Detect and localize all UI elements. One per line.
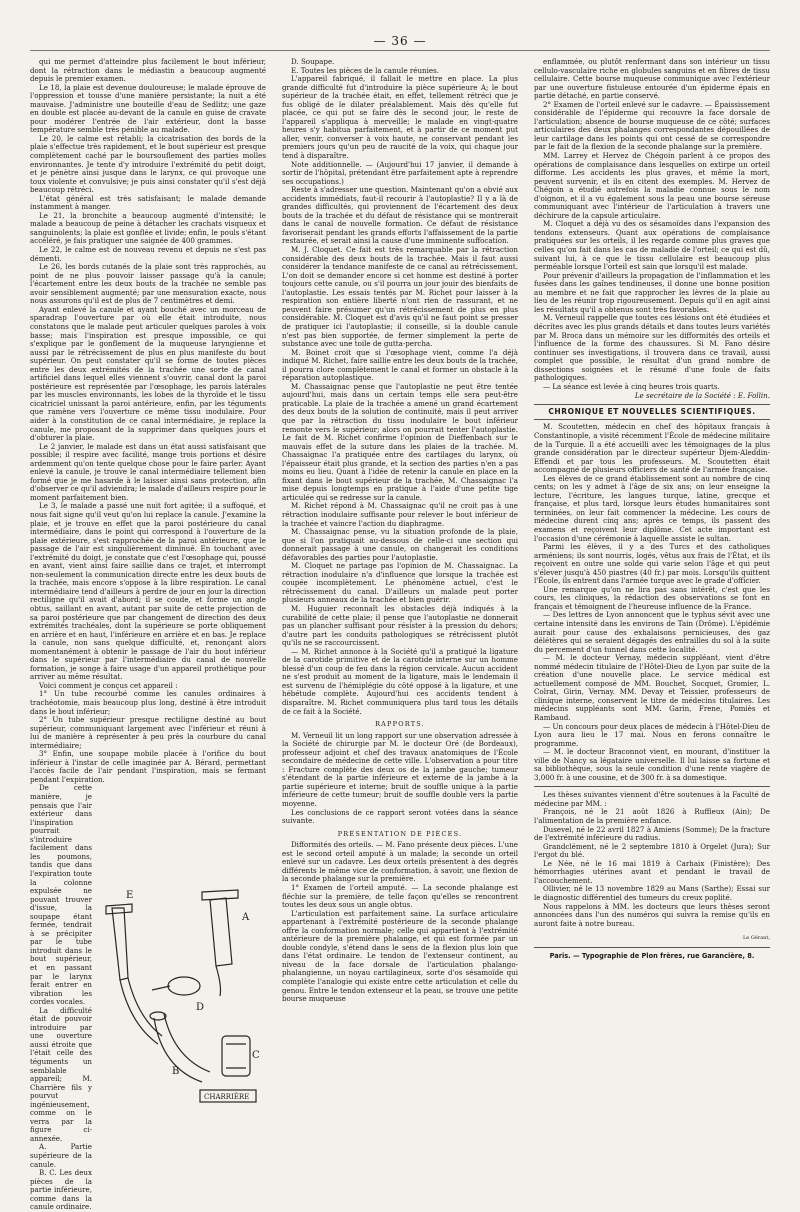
paragraph: Les élèves de ce grand établissement sont au nombre de cinq cents; on les y admet à l'âge de six ans; on leur enseigne la lecture, l'écriture, les langues turque, latine, grecque et française, et plus tard, lorsque leurs études humanitaires sont terminées, on leur fait commencer la médecine. Les cours de médecine durent cinq ans; après ce temps, ils passent des examens et reçoivent leur diplôme. Cet acte important est l'occasion d'une cérémonie à laquelle assiste le sultan. [534, 473, 770, 543]
paragraph: L'articulation est parfaitement saine. La surface articulaire appartenant à l'extrémité postérieure de la seconde phalange offre la conformation normale; celle qui appartient à l'extrémité antérieure de la première phalange, et qui est formée par un double condyle, s'étend dans le sens de la flexion plus loin que dans l'état ordinaire. Le tendon de l'extenseur continent, au niveau de la face dorsale de l'articulation phalango-phalangienne, un noyau cartilagineux, sorte d'os sésamoïde qui complète l'analogie qui existe entre cette articulation et celle du genou. Entre le tendon extenseur et la peau, se trouve une petite bourse muqueuse [282, 908, 518, 1004]
column-2 [282, 58, 518, 1004]
paragraph: Le 26, les bords cutanés de la plaie sont très rapprochés, au point de ne plus pouvoir laisser passage qu'à la canule; l'écartement entre les deux bouts de la trachée ne semble pas avoir sensiblement augmenté; par une mensuration exacte, nous nous assurons qu'il est de plus de 7 centimètres et demi. [30, 262, 266, 306]
figure-letter-e: E [126, 890, 134, 901]
figure-text-wrap [30, 784, 92, 1211]
paragraph: D. Soupape. [291, 57, 335, 66]
paragraph: E. Toutes les pièces de la canule réunies. [291, 65, 439, 75]
figure-letter-b: B [172, 1066, 180, 1077]
paragraph: Le 20, le calme est rétabli; la cicatrisation des bords de la plaie s'effectue très rapidement, et le bout supérieur est presque complètement caché par le boursouflement des parties molles environnantes. Je tente d'y introduire l'extrémité du petit doigt, et je pénètre ainsi jusque dans le larynx, ce qui provoque une toux violente et convulsive; je puis ainsi constater qu'il s'est déjà beaucoup rétréci. [30, 133, 266, 195]
figure-letter-a: A [242, 912, 250, 923]
divider [534, 786, 770, 787]
paragraph: Parmi les élèves, il y a des Turcs et des catholiques arméniens; ils sont nourris, logés, vêtus aux frais de l'État, et ils reçoivent en outre une solde qui varie selon l'âge et qui peut s'élever jusqu'à 450 piastres (40 fr.) par mois. Lorsqu'ils quittent l'École, ils entrent dans l'armée turque avec le grade d'officier. [534, 542, 770, 586]
paragraph: L'appareil fabriqué, il fallait le mettre en place. La plus grande difficulté fut d'introduire la pièce supérieure A; le bout supérieur de la trachée était, en effet, tellement rétréci que je fus obligé de le dilater préalablement. Mais dès qu'elle fut placée, ce qui put se faire dès le second jour, le reste de l'appareil s'appliqua à merveille; le malade en vingt-quatre heures s'y habitua parfaitement, et à partir de ce moment put aller, venir, converser à voix haute, ne conservant pendant les premiers jours qu'un peu de raucité de la voix, qui chaque jour tend à disparaître. [282, 74, 518, 161]
paragraph: 2° Un tube supérieur presque rectiligne destiné au bout supérieur, communiquant largement avec l'inférieur et réuni à lui de manière à représenter à peu près la courbure du canal intermédiaire; [30, 715, 266, 750]
paragraph: La difficulté était de pouvoir introduire par une ouverture aussi étroite que l'était celle des téguments un semblable appareil; M. Charrière fils y pourvut ingénieusement, comme on le verra par la figure ci-annexée. [30, 1005, 92, 1143]
canula-illustration [92, 868, 268, 1118]
thesis-entry: Ollivier, né le 13 novembre 1829 au Mans (Sarthe); Essai sur le diagnostic différentiel des tumeurs du creux poplité. [534, 884, 770, 902]
section-heading-chronique: CHRONIQUE ET NOUVELLES SCIENTIFIQUES. [534, 404, 770, 421]
divider [534, 947, 770, 948]
paragraph: Reste à s'adresser une question. Maintenant qu'on a obvié aux accidents immédiats, faut-il recourir à l'autoplastie? Il y a là de grandes difficultés, qui proviennent de l'écartement des deux bouts de la trachée et du défaut de résistance qui se montrerait dans le canal de nouvelle formation. Ce défaut de résistance favoriserait pendant les grands efforts l'affaissement de la partie restaurée, et serait ainsi la cause d'une imminente suffocation. [282, 185, 518, 246]
paragraph: MM. Larrey et Hervez de Chégoin parlent à ce propos des opérations de complaisance dans lesquelles on extirpe un orteil difforme. Les accidents les plus graves, et même la mort, peuvent survenir, et ils en citent des exemples. M. Hervez de Chégoin a étudié autrefois la maladie connue sous le nom d'oignon, et il a vu également sous la peau une bourse séreuse communiquant avec l'intérieur de l'articulation à travers une déchirure de la capsule articulaire. [534, 151, 770, 220]
paragraph: Une remarque qu'on ne lira pas sans intérêt, c'est que les cours, les cliniques, la rédaction des observations se font en français et témoignent de l'heureuse influence de la France. [534, 584, 770, 611]
section-heading-rapports: RAPPORTS. [375, 720, 425, 729]
paragraph: Voici comment je conçus cet appareil : [39, 680, 178, 690]
paragraph: 1° Examen de l'orteil amputé. — La seconde phalange est fléchie sur la première, de telle façon qu'elles se rencontrent toutes les deux sous un angle obtus. [282, 882, 518, 910]
paragraph: M. Boinet croit que si l'œsophage vient, comme l'a déjà indiqué M. Richet, faire saillie entre les deux bouts de la trachée, il pourra clore complètement le canal et former un obstacle à la réparation autoplastique. [282, 347, 518, 383]
paragraph: — M. le docteur Vernay, médecin suppléant, vient d'être nommé médecin titulaire de l'Hôtel-Dieu de Lyon par suite de la création d'une nouvelle place. Le service médical est actuellement composé de MM. Bouchet, Socquet, Gromier, L. Colrat, Girin, Vernay. MM. Devay et Teissier, professeurs de clinique interne, conservent le titre de médecins titulaires. Les médecins suppléants sont MM. Garin, Frene, Pomiès et Rambaud. [534, 653, 770, 723]
thesis-entry: Grandclément, né le 2 septembre 1810 à Orgelet (Jura); Sur l'ergot du blé. [534, 841, 770, 860]
paragraph: Pour prévenir d'ailleurs la propagation de l'inflammation et les fusées dans les gaînes tendineuses, il donne une bonne position au membre et ne fait que rapprocher les lèvres de la plaie au lieu de les réunir trop rigoureusement. Depuis qu'il en agit ainsi les résultats qu'il a obtenus sont très favorables. [534, 270, 770, 314]
page-number: — 36 — [373, 34, 427, 48]
paragraph: enflammée, ou plutôt renfermant dans son intérieur un tissu cellulo-vasculaire riche en globules sanguins et en fibres de tissu cellulaire. Cette bourse muqueuse communique avec l'extérieur par une ouverture fistuleuse entourée d'un épiderme épais en partie détaché, en partie conservé. [534, 57, 770, 101]
paragraph: qui me permet d'atteindre plus facilement le bout inférieur, dont la rétraction dans le médiastin a beaucoup augmenté depuis le premier examen. [30, 57, 266, 84]
paragraph: M. Cloquet ne partage pas l'opinion de M. Chassaignac. La rétraction inodulaire n'a d'influence que lorsque la trachée est coupée incomplètement. Le phénomène actuel, c'est le rétrécissement du canal. D'ailleurs un malade peut porter plusieurs anneaux de la trachée et bien guérir. [282, 561, 518, 605]
paragraph: M. Chassaignac pense, vu la situation profonde de la plaie, que si l'on pratiquait au-dessous de celle-ci une section qui donnerait passage à une canule, on changerait les conditions défavorables des parties pour l'autoplastie. [282, 527, 518, 562]
paragraph: 1° Un tube recourbé comme les canules ordinaires à trachéotomie, mais beaucoup plus long, destiné à être introduit dans le bout inférieur; [30, 689, 266, 716]
paragraph: — La séance est levée à cinq heures trois quarts. [543, 381, 720, 391]
paragraph: M. J. Cloquet. Ce fait est très remarquable par la rétraction considérable des deux bouts de la trachée. Mais il faut aussi considérer la tendance manifeste de ce canal au rétrécissement. L'on doit se demander encore si cet homme est destiné à porter toujours cette canule, ou s'il pourra un jour jouir des bienfaits de l'autoplastie. Les essais tentés par M. Richet pour laisser à la respiration son entière liberté n'ont rien de rassurant, et ne peuvent faire présumer qu'un rétrécissement de plus en plus considérable. M. Cloquet est d'avis qu'il ne faut point se presser de pratiquer ici l'autoplastie; il conseille, si la double canule n'est pas bien supportée, de fermer simplement la perte de substance avec une toile de gutta-percha. [282, 245, 518, 349]
figure-maker-mark: CHARRIÈRE [204, 1093, 250, 1101]
secretary-signature: Le secrétaire de la Société : E. Follin. [634, 391, 770, 401]
thesis-entry: Le Née, né le 16 mai 1819 à Carhaix (Finistère); Des hémorrhagies utérines avant et pendant le travail de l'accouchement. [534, 858, 770, 885]
paragraph: Le 18, la plaie est devenue douloureuse; le malade éprouve de l'oppression et tousse d'une manière persistante; la nuit a été mauvaise. J'administre une bouteille d'eau de Sedlitz; une gaze en double est placée au-devant de la canule en guise de cravate pour modérer l'entrée de l'air extérieur, dont la basse température semble très pénible au malade. [30, 82, 266, 135]
figure-letter-d: D [196, 1002, 205, 1013]
paragraph: Les conclusions de ce rapport seront votées dans la séance suivante. [282, 807, 518, 826]
paragraph: Ayant enlevé la canule et ayant bouché avec un morceau de sparadrap l'ouverture par où elle était introduite, nous constatons que le malade peut articuler quelques paroles à voix basse; mais l'inspiration est presque impossible, ce qui s'explique par le gonflement de la muqueuse laryngienne et aussi par le rétrécissement de plus en plus manifeste du bout supérieur. On peut constater qu'il se forme de toutes pièces entre les deux extrémités de la trachée une sorte de canal artificiel dans lequel elles viennent s'ouvrir, canal dont la paroi postérieure est représentée par l'œsophage, les parois latérales par les muscles environnants, les lobes de la thyroïde et le tissu cicatriciel unissant la paroi antérieure, enfin, par les téguments que ramène vers l'ouverture ce même tissu inodulaire. Pour aider à la constitution de ce canal intermédiaire, je replace la canule, me proposant de la supprimer dans quelques jours et d'obturer la plaie. [30, 304, 266, 443]
figure-legend-a: A. Partie supérieure de la canule. [30, 1142, 92, 1169]
figure-letter-c: C [252, 1050, 260, 1061]
printer-imprint: Paris. — Typographie de Plon frères, rue Garancière, 8. [549, 951, 755, 960]
paragraph: 3° Enfin, une soupape mobile placée à l'orifice du bout inférieur à l'instar de celle imaginée par A. Bérard, permettant l'accès facile de l'air pendant l'inspiration, mais se fermant pendant l'expiration. [30, 749, 266, 784]
paragraph: Le 21, la bronchite a beaucoup augmenté d'intensité; le malade a beaucoup de peine à détacher les crachats visqueux et sanguinolents; la plaie est gonflée et livide; enfin, le pouls s'étant accéléré, je fais pratiquer une saignée de 400 grammes. [30, 210, 266, 246]
paragraph: Les thèses suivantes viennent d'être soutenues à la Faculté de médecine par MM. : [534, 790, 770, 808]
section-heading-presentation: PRÉSENTATION DE PIÈCES. [337, 829, 463, 838]
paragraph: — M. le docteur Braconnot vient, en mourant, d'instituer la ville de Nancy sa légataire universelle. Il lui laisse sa fortune et sa bibliothèque, sous la seule condition d'une rente viagère de 3,000 fr. à une cousine, et de 300 fr. à sa domestique. [534, 747, 770, 782]
paragraph: Le 2 janvier, le malade est dans un état aussi satisfaisant que possible; il respire avec facilité, mange trois portions et désire ardemment qu'on tente quelque chose pour le faire parler. Ayant enlevé la canule, je trouve le canal intermédiaire tellement bien formé que je me hasarde à le laisser ainsi sans protection, afin d'observer ce qu'il adviendra; le malade d'ailleurs respire pour le moment parfaitement bien. [30, 441, 266, 502]
paragraph: Difformités des orteils. — M. Fano présente deux pièces. L'une est le second orteil amputé à un malade; la seconde un orteil enlevé sur un cadavre. Les deux orteils présentent à des degrés différents le même vice de conformation, à savoir, une flexion de la seconde phalange sur la première. [282, 840, 518, 884]
paragraph: — M. Richet annonce à la Société qu'il a pratiqué la ligature de la carotide primitive et de la carotide interne sur un homme blessé d'un coup de feu dans la région cervicale. Aucun accident ne s'est produit au moment de la ligature, mais le lendemain il est survenu de l'hémiplégie du côté opposé à la ligature, et une hébétude complète. Aujourd'hui ces accidents tendent à disparaître. M. Richet communiquera plus tard tous les détails de ce fait à la Société. [282, 646, 518, 716]
paragraph: L'état général est très satisfaisant; le malade demande instamment à manger. [30, 193, 266, 212]
thesis-entry: François, né le 21 août 1826 à Ruffieux (Ain); De l'alimentation de la première enfance. [534, 807, 770, 826]
paragraph: M. Huguier reconnaît les obstacles déjà indiqués à la curabilité de cette plaie; il pense que l'autoplastie ne donnerait pas un plancher suffisant pour résister à la pression du dehors; d'autre part les conduits pathologiques se rétrécissent plutôt qu'ils ne se raccourcissent. [282, 604, 518, 648]
top-rule [30, 50, 770, 51]
paragraph: Nous rappelons à MM. les docteurs que leurs thèses seront annoncées dans l'un des numéros qui suivra la remise qu'ils en auront faite à notre bureau. [534, 901, 770, 928]
paragraph: M. Verneuil rappelle que toutes ces lésions ont été étudiées et décrites avec les plus grands détails et dans toutes leurs variétés par M. Broca dans un mémoire sur les difformités des orteils et l'influence de la forme des chaussures. Si M. Fano désire continuer ses investigations, il trouvera dans ce travail, aussi complet que possible, le résultat d'un grand nombre de dissections soignées et le résumé d'une foule de faits pathologiques. [534, 313, 770, 383]
paragraph: M. Verneuil lit un long rapport sur une observation adressée à la Société de chirurgie par M. le docteur Oré (de Bordeaux), professeur adjoint et chef des travaux anatomiques de l'École secondaire de médecine de cette ville. L'observation a pour titre : Fracture complète des deux os de la jambe gauche; tumeur s'étendant de la partie inférieure et externe de la jambe à la partie supérieure et interne; bruit de souffle unique à la partie inférieure de cette tumeur; bruit de souffle double vers la partie moyenne. [282, 730, 518, 809]
paragraph: — Un concours pour deux places de médecin à l'Hôtel-Dieu de Lyon aura lieu le 17 mai. Nous en ferons connaître le programme. [534, 721, 770, 748]
paragraph: De cette manière, je pensais que l'air extérieur dans l'inspiration pourrait s'introduire facilement dans les poumons, tandis que dans l'expiration toute la colonne expulsée ne pouvant trouver d'issue, la soupape étant fermée, tendrait à se précipiter par le tube introduit dans le bout supérieur, et en passant par le larynx ferait entrer en vibration les cordes vocales. [30, 783, 92, 1007]
paragraph: Note additionnelle. — (Aujourd'hui 17 janvier, il demande à sortir de l'hôpital, prétendant être parfaitement apte à reprendre ses occupations.) [282, 159, 518, 186]
figure-legend-bc: B. C. Les deux pièces de la partie inférieure, comme dans la canule ordinaire. [30, 1168, 92, 1212]
paragraph: M. Chassaignac pense que l'autoplastie ne peut être tentée aujourd'hui, mais dans un certain temps elle sera peut-être praticable. La plaie de la trachée a amené un grand écartement des deux bouts de la solution de continuité, mais il peut arriver que par la rétraction du tissu inodulaire le bout inférieur remonte vers le supérieur; alors on pourrait tenter l'autoplastie. Le fait de M. Richet confirme l'opinion de Dieffenbach sur le mauvais effet de la suture dans les plaies de la trachée. M. Chassaignac l'a pratiquée entre des cartilages du larynx, où l'épaisseur était plus grande, et la section des parties n'en a pas moins eu lieu. Quant à l'idée de retenir la canule en place en la fixant dans le bout supérieur de la trachée, M. Chassaignac l'a mise depuis longtemps en pratique à l'aide d'une petite tige articulée qui se redresse sur la canule. [282, 381, 518, 502]
column-3 [534, 58, 770, 960]
paragraph: M. Cloquet a déjà vu des os sésamoïdes dans l'expansion des tendons extenseurs. Quant aux opérations de complaisance pratiquées sur les orteils, il les regarde comme plus graves que celles qu'on fait dans les cas de maladie de l'orteil; ce qui est dû, suivant lui, à ce que le tissu cellulaire est beaucoup plus perméable lorsque l'orteil est sain que lorsqu'il est malade. [534, 219, 770, 272]
paragraph: M. Scoutetten, médecin en chef des hôpitaux français à Constantinople, a visité récemment l'École de médecine militaire de la Turquie. Il a été accueilli avec les témoignages de la plus grande considération par le directeur supérieur Djem-Aleddin-Effendi et par tous les professeurs. M. Scoutetten était accompagné de plusieurs officiers de santé de l'armée française. [534, 422, 770, 475]
paragraph: — Des lettres de Lyon annoncent que le typhus sévit avec une certaine intensité dans les environs de Tain (Drôme). L'épidémie aurait pour cause des exhalaisons pernicieuses, des gaz délétères qui se seraient dégagés des entrailles du sol à la suite du percement d'un tunnel dans cette localité. [534, 610, 770, 654]
thesis-entry: Dusevel, né le 22 avril 1827 à Amiens (Somme); De la fracture de l'extrémité inférieure du radius. [534, 824, 770, 843]
gerant-label: Le Gérant, [742, 935, 770, 942]
paragraph: M. Richet répond à M. Chassaignac qu'il ne croit pas à une rétraction inodulaire suffisante pour relever le bout inférieur de la trachée et vaincre l'action du diaphragme. [282, 501, 518, 528]
canula-figure [92, 868, 268, 1118]
paragraph: Le 22, le calme est de nouveau revenu et depuis ne s'est pas démenti. [30, 245, 266, 263]
paragraph: 2° Examen de l'orteil enlevé sur le cadavre. — Épaississement considérable de l'épiderme qui recouvre la face dorsale de l'articulation; absence de bourse muqueuse de ce côté; surfaces articulaires des deux phalanges correspondantes dépouillées de leur cartilage dans les points qui ont cessé de se correspondre par le fait de la flexion de la seconde phalange sur la première. [534, 99, 770, 152]
paragraph: Le 3, le malade a passé une nuit fort agitée; il a suffoqué, et nous fait signe qu'il veut qu'on lui replace la canule. J'examine la plaie, et je trouve en effet que la paroi postérieure du canal intermédiaire, dans le point qui correspond à l'ouverture de la plaie extérieure, s'est rapprochée de la paroi antérieure, que le passage de l'air est singulièrement diminué. En touchant avec l'extrémité du doigt, je constate que c'est l'œsophage qui, poussé en avant, vient ainsi faire saillie dans ce trajet, et interrompt non-seulement la communication directe entre les deux bouts de la trachée, mais encore s'oppose à la libre respiration. Le canal intermédiaire tend d'ailleurs à perdre de jour en jour la direction rectiligne qu'il avait d'abord; il se coude, et forme un angle obtus, saillant en avant, autant par suite de cette projection de sa paroi postérieure que par changement de direction des deux extrémités trachéales, dont la supérieure se porte obliquement en arrière et en haut, l'inférieure en arrière et en bas. Je replace la canule, non sans quelque difficulté, et, renonçant alors momentanément à obtenir le passage de l'air du bout inférieur dans le supérieur par l'intermédiaire du canal de nouvelle formation, je songe à faire usage d'un appareil prothétique pour arriver au même résultat. [30, 501, 266, 682]
